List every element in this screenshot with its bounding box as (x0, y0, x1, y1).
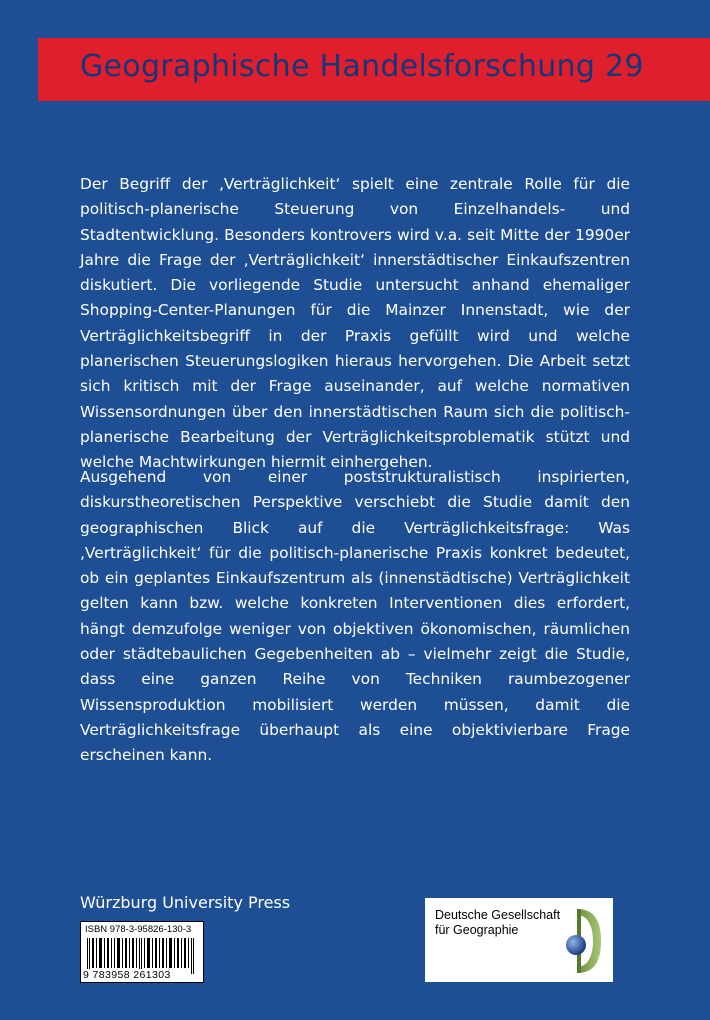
barcode-number: 9 783958 261303 (83, 969, 171, 981)
society-logo (425, 898, 613, 982)
isbn-barcode (80, 921, 204, 983)
society-name-line-2: für Geographie (435, 922, 519, 937)
society-name (435, 908, 560, 937)
society-name-line-1: Deutsche Gesellschaft (435, 908, 561, 922)
globe-emblem-icon (563, 905, 603, 977)
series-title: Geographische Handelsforschung 29 (80, 49, 644, 84)
abstract-paragraph-2: Ausgehend von einer poststrukturalistisch inspirierten, diskurstheoretischen Perspektive verschiebt die Studie damit den geographischen Blick auf die Verträglichkeitsfrage: Was ‚Verträglichkeit‘ für die politisch-planerische Praxis konkret bedeutet, ob ein geplantes Einkaufszentrum als (innenstädtische) Verträglichkeit gelten kann bzw. welche konkreten Interventionen dies erfordert, hängt demzufolge weniger von objektiven ökonomischen, räumlichen oder städtebaulichen Gegebenheiten ab – vielmehr zeigt die Studie, dass eine ganzen Reihe von Techniken raumbezogener Wissensproduktion mobilisiert werden müssen, damit die Verträglichkeitsfrage überhaupt als eine objektivierbare Frage erscheinen kann. (80, 468, 630, 765)
series-banner (38, 38, 710, 101)
publisher-name: Würzburg University Press (80, 893, 291, 912)
isbn-label: ISBN 978-3-95826-130-3 (85, 924, 192, 935)
abstract-paragraph-1: Der Begriff der ‚Verträglichkeit‘ spielt eine zentrale Rolle für die politisch-planerische Steuerung von Einzelhandels- und Stadtentwicklung. Besonders kontrovers wird v.a. seit Mitte der 1990er Jahre die Frage der ‚Verträglichkeit‘ innerstädtischer Einkaufszentren diskutiert. Die vorliegende Studie untersucht anhand ehemaliger Shopping-Center-Planungen für die Mainzer Innenstadt, wie der Verträglichkeitsbegriff in der Praxis gefüllt wird und welche planerischen Steuerungslogiken hieraus hervorgehen. Die Arbeit setzt sich kritisch mit der Frage auseinander, auf welche normativen Wissensordnungen über den innerstädtischen Raum sich die politisch-planerische Bearbeitung der Verträglichkeitsproblematik stützt und welche Machtwirkungen hiermit einhergehen. (80, 175, 630, 472)
